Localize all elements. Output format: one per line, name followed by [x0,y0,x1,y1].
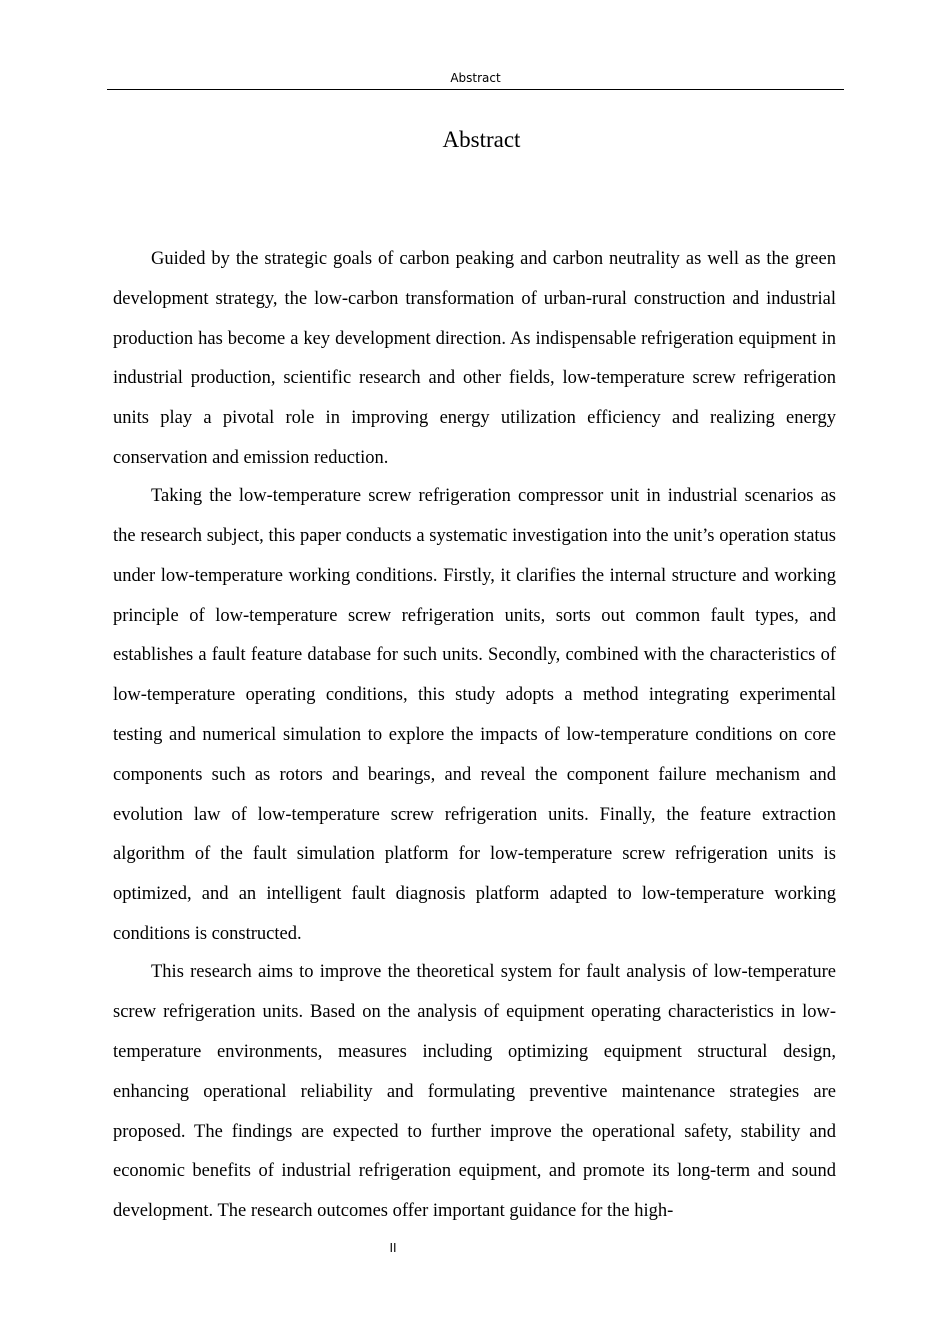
running-header: Abstract [107,70,844,90]
abstract-body [113,240,836,1232]
paragraph-2: Taking the low-temperature screw refrigeration compressor unit in industrial scenarios as the research subject, this paper conducts a systematic investigation into the unit’s operation status under low-temperature working conditions. Firstly, it clarifies the internal structure and working principle of low-temperature screw refrigeration units, sorts out common fault types, and establishes a fault feature database for such units. Secondly, combined with the characteristics of low-temperature operating conditions, this study adopts a method integrating experimental testing and numerical simulation to explore the impacts of low-temperature conditions on core components such as rotors and bearings, and reveal the component failure mechanism and evolution law of low-temperature screw refrigeration units. Finally, the feature extraction algorithm of the fault simulation platform for low-temperature screw refrigeration units is optimized, and an intelligent fault diagnosis platform adapted to low-temperature working conditions is constructed. [113,486,836,945]
page-title: Abstract [442,127,521,152]
paragraph-3: This research aims to improve the theoretical system for fault analysis of low-temperature screw refrigeration units. Based on the analysis of equipment operating characteristics in low-temperature environments, measures including optimizing equipment structural design, enhancing operational reliability and formulating preventive maintenance strategies are proposed. The findings are expected to further improve the operational safety, stability and economic benefits of industrial refrigeration equipment, and promote its long-term and sound development. The research outcomes offer important guidance for the high- [113,962,836,1222]
paragraph-1: Guided by the strategic goals of carbon peaking and carbon neutrality as well as the green development strategy, the low-carbon transformation of urban-rural construction and industrial production has become a key development direction. As indispensable refrigeration equipment in industrial production, scientific research and other fields, low-temperature screw refrigeration units play a pivotal role in improving energy utilization efficiency and realizing energy conservation and emission reduction. [113,249,836,468]
page-number: II [389,1241,397,1255]
